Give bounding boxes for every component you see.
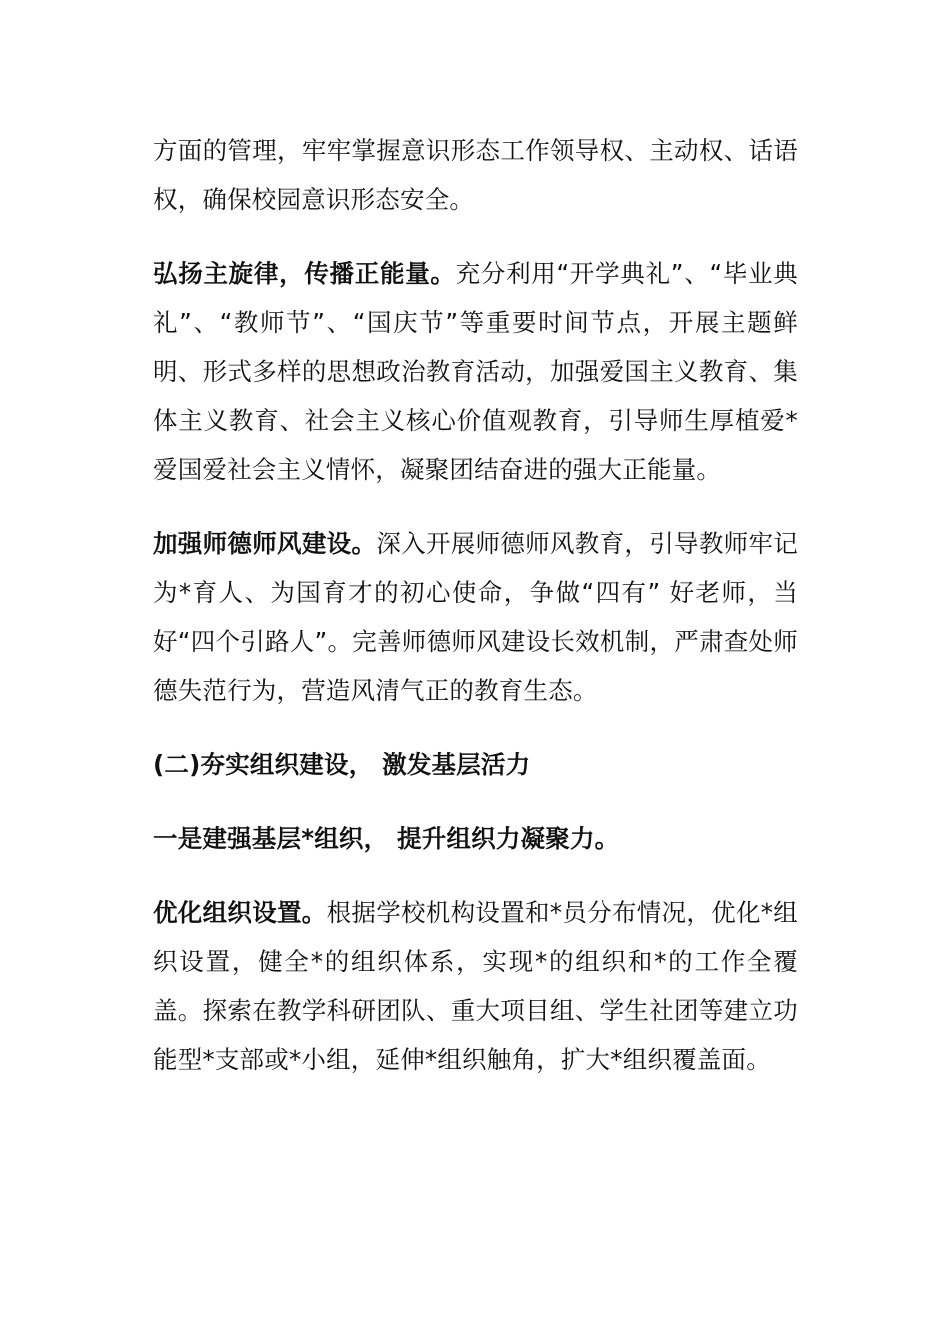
paragraph-lead: 优化组织设置。 (153, 898, 327, 927)
paragraph-optimize-organization (153, 888, 798, 1084)
paragraph-text: 深入开展师德师风教育，引导教师牢记为*育人、为国育才的初心使命，争做“四有” 好老师，当好“四个引路人”。完善师德师风建设长效机制，严肃查处师德失范行为，营造风清气正的教育生态。 (153, 529, 798, 705)
paragraph-ideology-management (153, 126, 798, 224)
paragraph-lead: 弘扬主旋律，传播正能量。 (153, 259, 456, 288)
sub-heading: 一是建强基层*组织， 提升组织力凝聚力。 (153, 824, 620, 853)
document-body (153, 126, 798, 1109)
section-heading: (二)夯实组织建设， 激发基层活力 (153, 750, 531, 779)
paragraph-text: 充分利用“开学典礼”、“毕业典礼”、“教师节”、“国庆节”等重要时间节点，开展主题鲜明、形式多样的思想政治教育活动，加强爱国主义教育、集体主义教育、社会主义核心价值观教育，引导师生厚植爱*爱国爱社会主义情怀，凝聚团结奋进的强大正能量。 (153, 259, 798, 484)
paragraph-teacher-ethics (153, 519, 798, 715)
paragraph-text: 根据学校机构设置和*员分布情况，优化*组织设置，健全*的组织体系，实现*的组织和*的工作全覆盖。探索在教学科研团队、重大项目组、学生社团等建立功能型*支部或*小组，延伸*组织触角，扩大*组织覆盖面。 (153, 898, 799, 1074)
paragraph-lead: 加强师德师风建设。 (153, 529, 377, 558)
paragraph-main-melody (153, 249, 798, 494)
paragraph-text: 方面的管理，牢牢掌握意识形态工作领导权、主动权、话语权，确保校园意识形态安全。 (153, 136, 798, 214)
